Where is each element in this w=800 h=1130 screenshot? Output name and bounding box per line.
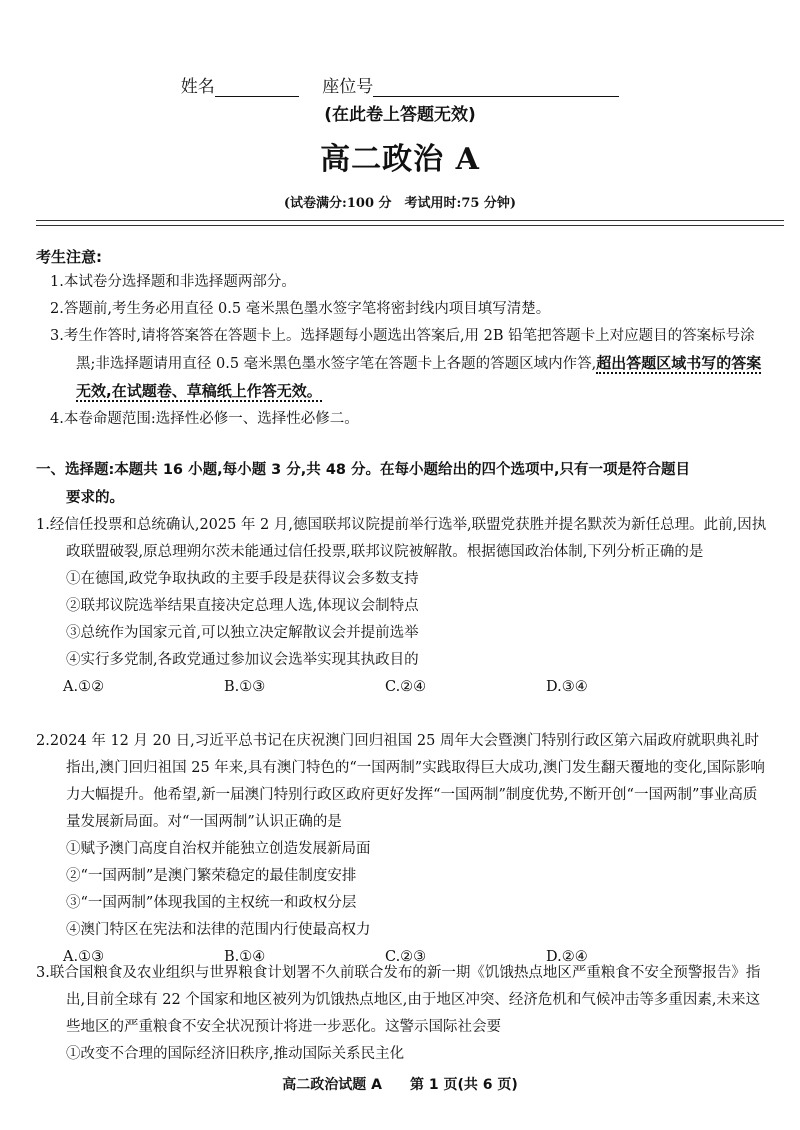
- question-stem: 2.2024 年 12 月 20 日,习近平总书记在庆祝澳门回归祖国 25 周年大会暨澳门特别行政区第六届政府就职典礼时指出,澳门回归祖国 25 年来,具有澳门特色的“一国两制”实践取得巨大成功,澳门发生翻天覆地的变化,国际影响力大幅提升。他希望,新一届澳门特别行政区政府更好发挥“一国两制”制度优势,不断开创“一国两制”事业高质量发展新局面。对“一国两制”认识正确的是: [36, 733, 765, 830]
- section-heading: [36, 456, 770, 512]
- section-heading-line2: 要求的。: [66, 490, 124, 506]
- attention-item-4: 4.本卷命题范围:选择性必修一、选择性必修二。: [50, 411, 359, 427]
- page-title: 高二政治 A: [320, 142, 480, 177]
- section-heading-line1: 一、选择题:本题共 16 小题,每小题 3 分,共 48 分。在每小题给出的四个选项中,只有一项是符合题目: [36, 462, 691, 478]
- statement-4: ④澳门特区在宪法和法律的范围内行使最高权力: [66, 922, 371, 938]
- seat-label: 座位号: [322, 77, 374, 97]
- attention-list: [36, 269, 770, 433]
- option-d: D.②④: [546, 949, 588, 965]
- attention-item-2: 2.答题前,考生务必用直径 0.5 毫米黑色墨水签字笔将密封线内项目填写清楚。: [50, 301, 551, 317]
- attention-heading: 考生注意:: [36, 248, 102, 266]
- option-d: D.③④: [546, 679, 588, 695]
- attention-item-3-emphasis: 超出答题区域书写的答案无效,在试题卷、草稿纸上作答无效。: [76, 354, 762, 400]
- attention-item-3-text: 3.考生作答时,请将答案答在答题卡上。选择题每小题选出答案后,用 2B 铅笔把答题卡上对应题目的答案标号涂黑;非选择题请用直径 0.5 毫米黑色墨水签字笔在答题卡上各题的答题区域内作答,: [50, 328, 755, 372]
- option-c: C.②④: [385, 679, 427, 695]
- question-1: [36, 512, 770, 701]
- name-blank: [215, 80, 299, 97]
- invalid-notice: (在此卷上答题无效): [324, 105, 476, 125]
- footer-subject: 高二政治试题 A: [282, 1077, 382, 1093]
- name-label: 姓名: [180, 77, 215, 97]
- statement-4: ④实行多党制,各政党通过参加议会选举实现其执政目的: [66, 652, 419, 668]
- header-divider: [36, 220, 784, 226]
- question-2: [36, 728, 770, 971]
- exam-info: (试卷满分:100 分 考试用时:75 分钟): [283, 196, 517, 211]
- option-c: C.②③: [385, 949, 427, 965]
- question-3: [36, 960, 770, 1068]
- footer-page-number: 第 1 页(共 6 页): [409, 1077, 518, 1093]
- seat-blank: [373, 80, 619, 97]
- option-b: B.①③: [224, 679, 266, 695]
- attention-item-3: [36, 323, 770, 406]
- statement-2: ②“一国两制”是澳门繁荣稳定的最佳制度安排: [66, 868, 357, 884]
- option-b: B.①④: [224, 949, 266, 965]
- question-stem: 1.经信任投票和总统确认,2025 年 2 月,德国联邦议院提前举行选举,联盟党获胜并提名默茨为新任总理。此前,因执政联盟破裂,原总理朔尔茨未能通过信任投票,联邦议院被解散。根据德国政治体制,下列分析正确的是: [36, 517, 767, 560]
- statement-2: ②联邦议院选举结果直接决定总理人选,体现议会制特点: [66, 598, 419, 614]
- statement-3: ③总统作为国家元首,可以独立决定解散议会并提前选举: [66, 625, 419, 641]
- option-a: A.①②: [63, 679, 105, 695]
- statement-1: ①改变不合理的国际经济旧秩序,推动国际关系民主化: [66, 1046, 405, 1062]
- attention-item-1: 1.本试卷分选择题和非选择题两部分。: [50, 274, 296, 290]
- question-stem: 3.联合国粮食及农业组织与世界粮食计划署不久前联合发布的新一期《饥饿热点地区严重粮食不安全预警报告》指出,目前全球有 22 个国家和地区被列为饥饿热点地区,由于地区冲突、经济危机和气候冲击等多重因素,未来这些地区的严重粮食不安全状况预计将进一步恶化。这警示国际社会要: [36, 965, 761, 1035]
- page-footer: [0, 1074, 800, 1094]
- statement-1: ①在德国,政党争取执政的主要手段是获得议会多数支持: [66, 571, 419, 587]
- statement-1: ①赋予澳门高度自治权并能独立创造发展新局面: [66, 841, 371, 857]
- name-seat-row: [0, 72, 800, 97]
- statement-3: ③“一国两制”体现我国的主权统一和政权分层: [66, 895, 357, 911]
- option-a: A.①③: [63, 949, 105, 965]
- answer-options: [36, 674, 770, 701]
